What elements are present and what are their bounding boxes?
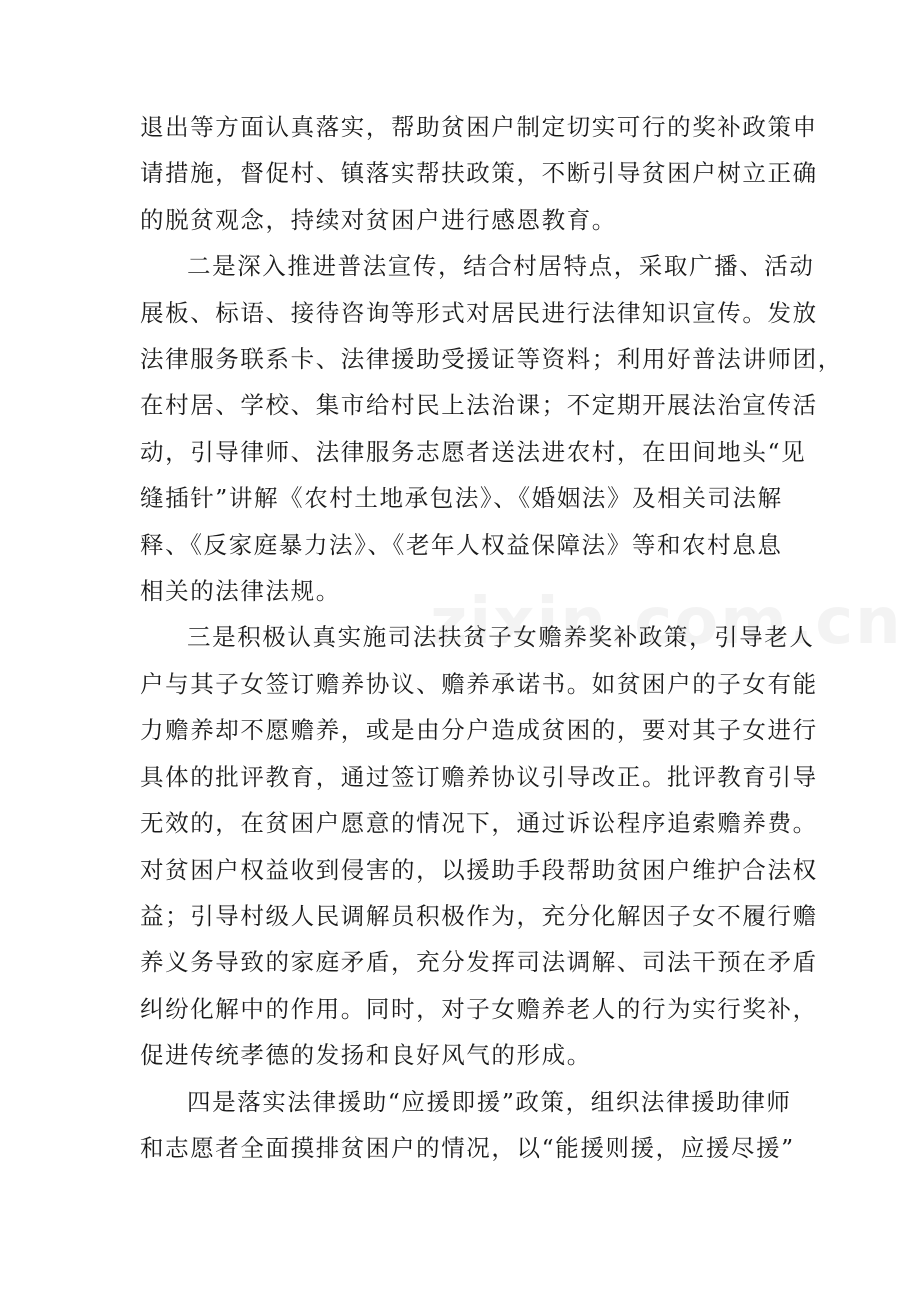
- text-line: 户与其子女签订赡养协议、赡养承诺书。如贫困户的子女有能: [140, 669, 818, 698]
- paragraph-4: [140, 1079, 795, 1172]
- text-line: 二是深入推进普法宣传，结合村居特点，采取广播、活动: [187, 252, 815, 281]
- text-line: 对贫困户权益收到侵害的，以援助手段帮助贫困户维护合法权: [140, 855, 818, 884]
- text-line: 力赡养却不愿赡养，或是由分户造成贫困的，要对其子女进行: [140, 716, 818, 745]
- text-line: 三是积极认真实施司法扶贫子女赡养奖补政策，引导老人: [187, 623, 815, 652]
- text-line: 展板、标语、接待咨询等形式对居民进行法律知识宣传。发放: [140, 298, 818, 327]
- text-line: 具体的批评教育，通过签订赡养协议引导改正。批评教育引导: [140, 762, 818, 791]
- paragraph-1: [140, 104, 818, 243]
- text-line: 的脱贫观念，持续对贫困户进行感恩教育。: [140, 205, 617, 234]
- text-line: 养义务导致的家庭矛盾，充分发挥司法调解、司法干预在矛盾: [140, 948, 818, 977]
- text-line: 动，引导律师、法律服务志愿者送法进农村，在田间地头“见: [140, 437, 807, 466]
- text-line: 四是落实法律援助“应援即援”政策，组织法律援助律师: [187, 1087, 792, 1116]
- paragraph-3: [140, 614, 818, 1078]
- text-line: 缝插针”讲解《农村土地承包法》、《婚姻法》及相关司法解: [140, 484, 783, 513]
- text-line: 纠纷化解中的作用。同时，对子女赡养老人的行为实行奖补，: [140, 994, 818, 1023]
- text-line: 退出等方面认真落实，帮助贫困户制定切实可行的奖补政策申: [140, 113, 818, 141]
- paragraph-2: [140, 243, 843, 614]
- text-line: 在村居、学校、集市给村民上法治课；不定期开展法治宣传活: [140, 391, 818, 420]
- text-line: 释、《反家庭暴力法》、《老年人权益保障法》等和农村息息: [140, 530, 783, 559]
- text-line: 请措施，督促村、镇落实帮扶政策，不断引导贫困户树立正确: [140, 159, 818, 188]
- text-line: 法律服务联系卡、法律援助受援证等资料；利用好普法讲师团，: [140, 345, 843, 374]
- text-line: 相关的法律法规。: [140, 577, 341, 606]
- text-line: 促进传统孝德的发扬和良好风气的形成。: [140, 1041, 592, 1070]
- document-body: [140, 104, 843, 1171]
- text-line: 益；引导村级人民调解员积极作为，充分化解因子女不履行赡: [140, 901, 818, 930]
- text-line: 无效的，在贫困户愿意的情况下，通过诉讼程序追索赡养费。: [140, 809, 818, 838]
- text-line: 和志愿者全面摸排贫困户的情况，以“能援则援，应援尽援”: [140, 1133, 795, 1162]
